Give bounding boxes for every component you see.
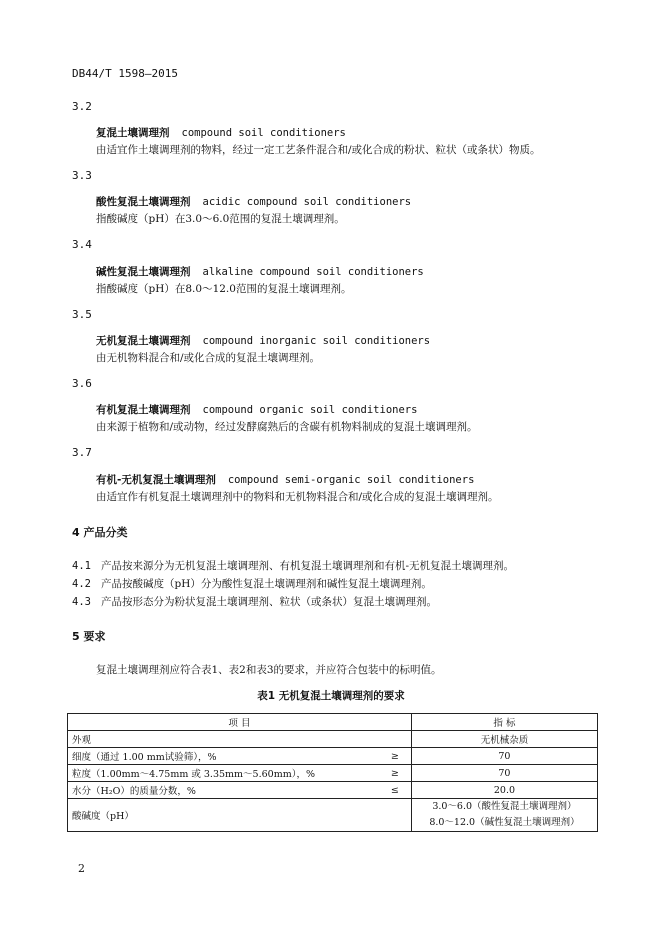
row-value: 70 [411,765,597,782]
clause-number: 4.2 [72,578,91,590]
term-number: 3.6 [72,377,92,390]
term-definition: 由来源于植物和/或动物，经过发酵腐熟后的含碳有机物料制成的复混土壤调理剂。 [96,421,478,433]
term-number: 3.3 [72,169,92,182]
table-row [68,782,598,799]
term-en: compound semi-organic soil conditioners [227,474,475,486]
section-paragraph: 复混土壤调理剂应符合表1、表2和表3的要求，并应符合包装中的标明值。 [96,664,442,676]
clause-item [72,558,514,573]
column-header-item: 项 目 [68,714,412,731]
term-definition: 由无机物料混合和/或化合成的复混土壤调理剂。 [96,352,321,364]
term-title [96,333,430,348]
term-en: compound soil conditioners [181,127,346,139]
term-title [96,194,411,209]
row-name: 水分（H₂O）的质量分数，% [68,782,379,799]
term-definition: 指酸碱度（pH）在3.0～6.0范围的复混土壤调理剂。 [96,213,345,225]
row-name: 酸碱度（pH） [68,799,412,832]
term-title [96,125,346,140]
clause-item [72,576,432,591]
row-name: 细度（通过 1.00 mm试验筛），% [68,748,379,765]
requirements-table [67,713,598,832]
row-symbol: ≥ [379,765,412,782]
term-definition: 由适宜作有机复混土壤调理剂中的物料和无机物料混合和/或化合成的复混土壤调理剂。 [96,491,499,503]
term-title [96,472,474,487]
term-definition: 由适宜作土壤调理剂的物料，经过一定工艺条件混合和/或化合成的粉状、粒状（或条状）物质。 [96,144,541,156]
term-cn: 有机复混土壤调理剂 [96,404,191,416]
table-row [68,748,598,765]
table-row [68,799,598,832]
term-number: 3.4 [72,238,92,251]
clause-number: 4.1 [72,560,91,572]
row-value: 20.0 [411,782,597,799]
table-row [68,765,598,782]
term-cn: 无机复混土壤调理剂 [96,335,191,347]
clause-item [72,594,437,609]
term-en: acidic compound soil conditioners [202,196,412,208]
column-header-value: 指 标 [411,714,597,731]
row-value-secondary: 8.0～12.0（碱性复混土壤调理剂） [429,817,580,828]
clause-number: 4.3 [72,596,91,608]
term-cn: 有机-无机复混土壤调理剂 [96,474,216,486]
row-value-cell [411,799,597,832]
term-en: compound inorganic soil conditioners [202,335,431,347]
term-number: 3.7 [72,446,92,459]
term-title [96,402,417,417]
clause-text: 产品按形态分为粉状复混土壤调理剂、粒状（或条状）复混土壤调理剂。 [100,596,437,608]
table-row [68,731,598,748]
term-number: 3.5 [72,308,92,321]
page-number: 2 [78,862,85,875]
term-cn: 碱性复混土壤调理剂 [96,266,191,278]
section-title: 4 产品分类 [72,526,128,539]
row-value: 70 [411,748,597,765]
term-title [96,264,424,279]
term-en: alkaline compound soil conditioners [202,266,424,278]
row-symbol: ≥ [379,748,412,765]
clause-text: 产品按酸碱度（pH）分为酸性复混土壤调理剂和碱性复混土壤调理剂。 [100,578,432,590]
document-header: DB44/T 1598—2015 [72,67,178,80]
term-definition: 指酸碱度（pH）在8.0～12.0范围的复混土壤调理剂。 [96,283,352,295]
row-value: 无机械杂质 [411,731,597,748]
term-cn: 复混土壤调理剂 [96,127,170,139]
term-number: 3.2 [72,100,92,113]
table-header-row [68,714,598,731]
row-symbol: ≤ [379,782,412,799]
clause-text: 产品按来源分为无机复混土壤调理剂、有机复混土壤调理剂和有机-无机复混土壤调理剂。 [100,560,515,572]
table-caption: 表1 无机复混土壤调理剂的要求 [257,690,405,702]
row-name: 粒度（1.00mm～4.75mm 或 3.35mm～5.60mm），% [68,765,379,782]
row-value: 3.0～6.0（酸性复混土壤调理剂） [432,801,577,812]
term-cn: 酸性复混土壤调理剂 [96,196,191,208]
row-name: 外观 [68,731,412,748]
term-en: compound organic soil conditioners [202,404,418,416]
section-title: 5 要求 [72,630,106,643]
